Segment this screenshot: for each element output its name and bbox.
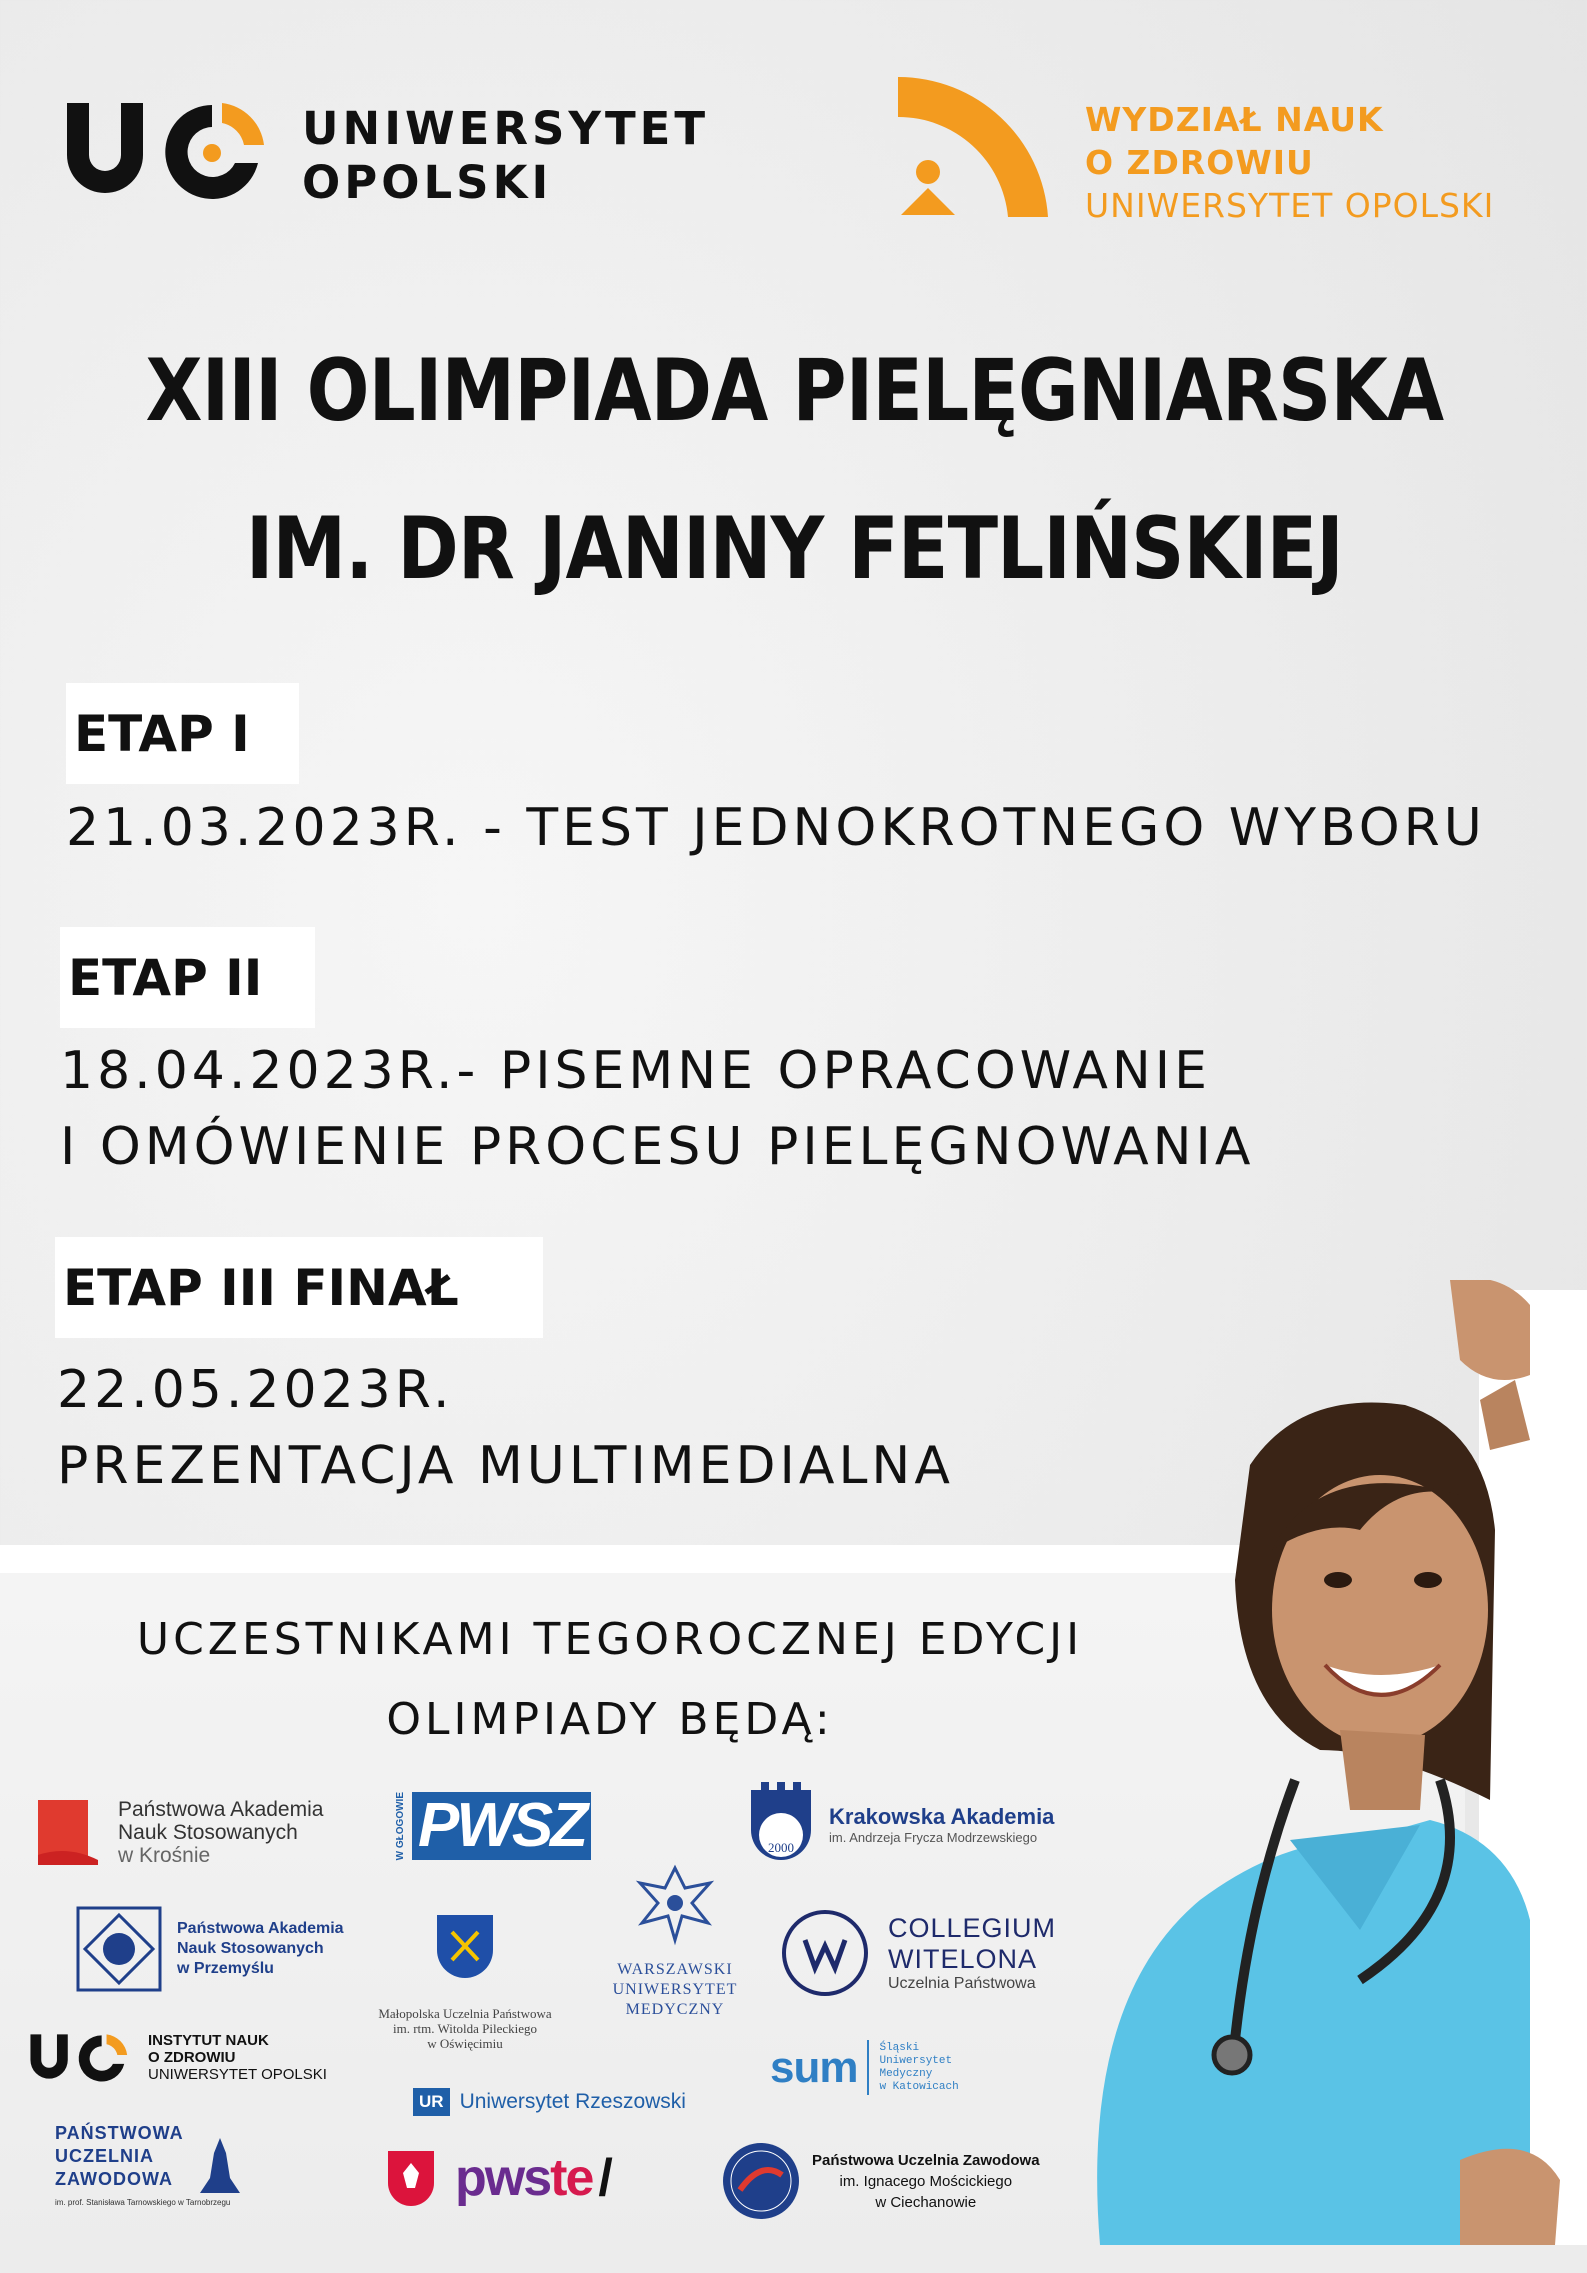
wum-line3: MEDYCZNY [625, 2001, 725, 2018]
collegium-line3: Uczelnia Państwowa [888, 1975, 1036, 1992]
pwste-a: pws [455, 2149, 551, 2207]
title-line2: IM. DR JANINY FETLIŃSKIEJ [245, 499, 1343, 599]
logo-sum [770, 2040, 959, 2095]
logo-wum [600, 1858, 750, 2020]
stage-1-line1: 21.03.2023R. - TEST JEDNOKROTNEGO WYBORU [66, 798, 1486, 858]
pans-przemysl-line1: Państwowa Akademia [177, 1920, 344, 1937]
stage-1-description [66, 790, 1486, 866]
logo-krakowska-akademia [745, 1780, 1054, 1868]
uniwersytet-opolski-name [302, 102, 709, 210]
logo-pans-krosno [33, 1795, 323, 1870]
uo-line1: UNIWERSYTET [302, 102, 710, 155]
inoz-line3: UNIWERSYTET OPOLSKI [148, 2066, 327, 2083]
pans-krosno-line3: w Krośnie [118, 1844, 211, 1867]
stage-1-label: ETAP I [66, 683, 299, 784]
sum-mark: sum [770, 2042, 858, 2092]
logo-uniwersytet-rzeszowski [413, 2088, 686, 2116]
ur-mark: UR [413, 2088, 450, 2116]
uo-line2: OPOLSKI [302, 156, 553, 209]
mup-oswiecim-shield-icon [434, 1912, 496, 1982]
sum-line2: Uniwersytet [879, 2054, 953, 2067]
logo-pwste [385, 2148, 611, 2208]
stage-3-line2: PREZENTACJA MULTIMEDIALNA [57, 1436, 954, 1496]
wydzial-nauk-o-zdrowiu-name [1085, 98, 1494, 227]
inoz-uo-mark-icon [28, 2030, 136, 2085]
logo-pwsz-glogow [395, 1792, 602, 1860]
uniwersytet-opolski-logo-icon [62, 95, 282, 205]
logo-puz-tarnobrzeg [55, 2122, 250, 2214]
inoz-line2: O ZDROWIU [148, 2049, 236, 2066]
collegium-witelona-icon [780, 1908, 870, 1998]
sum-line3: Medyczny [879, 2067, 933, 2080]
wydzial-nauk-o-zdrowiu-logo-icon [893, 72, 1053, 217]
puz-ciechanow-line2: im. Ignacego Mościckiego [839, 2172, 1013, 2190]
puz-tarnobrzeg-line3: ZAWODOWA [55, 2169, 173, 2189]
puz-ciechanow-line3: w Ciechanowie [875, 2193, 977, 2211]
logo-collegium-witelona [780, 1908, 1056, 1998]
stage-3-description [57, 1352, 954, 1504]
pans-krosno-line1: Państwowa Akademia [118, 1798, 324, 1821]
ur-name: Uniwersytet Rzeszowski [459, 2090, 686, 2113]
wum-eagle-icon [630, 1858, 720, 1948]
nurse-illustration [1060, 1280, 1587, 2245]
pwste-b: te [550, 2149, 593, 2207]
mup-line2: im. rtm. Witolda Pileckiego [392, 2021, 537, 2036]
pans-krosno-icon [33, 1795, 108, 1870]
puz-tarnobrzeg-sub: im. prof. Stanisława Tarnowskiego w Tarnobrzegu [55, 2198, 231, 2207]
stage-2-line2: I OMÓWIENIE PROCESU PIELĘGNOWANIA [60, 1117, 1255, 1177]
logo-pans-przemysl [75, 1905, 344, 1993]
stage-2-description [60, 1033, 1254, 1185]
puz-tarnobrzeg-statue-icon [190, 2133, 250, 2203]
puz-ciechanow-line1: Państwowa Uczelnia Zawodowa [812, 2151, 1040, 2169]
pwste-c: / [598, 2149, 611, 2207]
collegium-line1: COLLEGIUM [888, 1913, 1057, 1943]
stage-2-line1: 18.04.2023R.- PISEMNE OPRACOWANIE [60, 1041, 1211, 1101]
participants-line2: OLIMPIADY BĘDĄ: [386, 1694, 834, 1745]
wnz-line1: WYDZIAŁ NAUK [1085, 100, 1384, 139]
wum-line2: UNIWERSYTET [612, 1981, 738, 1998]
pans-przemysl-emblem-icon [75, 1905, 163, 1993]
poland-emblem-icon [385, 2148, 437, 2208]
krakowska-akademia-crest-icon [745, 1780, 817, 1868]
wum-line1: WARSZAWSKI [617, 1961, 733, 1978]
stage-3-label: ETAP III FINAŁ [55, 1237, 543, 1338]
logo-mup-oswiecim [365, 1912, 565, 2051]
participants-line1: UCZESTNIKAMI TEGOROCZNEJ EDYCJI [136, 1614, 1084, 1665]
sum-line4: w Katowicach [879, 2080, 959, 2093]
pans-przemysl-line2: Nauk Stosowanych [177, 1940, 324, 1957]
title-line1: XIII OLIMPIADA PIELĘGNIARSKA [145, 341, 1444, 441]
participants-heading [40, 1600, 1180, 1760]
krakowska-sub: im. Andrzeja Frycza Modrzewskiego [829, 1829, 1038, 1845]
krakowska-badge-text: 2000 [768, 1840, 794, 1855]
stage-2-label: ETAP II [60, 927, 315, 1028]
stage-3-line1: 22.05.2023R. [57, 1360, 454, 1420]
krakowska-name: Krakowska Akademia [829, 1803, 1055, 1829]
pwsz-side-text: W GŁOGOWIE [395, 1792, 406, 1861]
pans-przemysl-line3: w Przemyślu [177, 1960, 274, 1977]
inoz-line1: INSTYTUT NAUK [148, 2032, 269, 2049]
page-title [112, 312, 1477, 628]
logo-instytut-nauk-o-zdrowiu [28, 2030, 327, 2085]
collegium-line2: WITELONA [888, 1944, 1038, 1974]
logo-puz-ciechanow [720, 2140, 1040, 2222]
puz-tarnobrzeg-line2: UCZELNIA [55, 2146, 154, 2166]
sum-line1: Śląski [879, 2041, 920, 2054]
wnz-line2: O ZDROWIU [1085, 143, 1314, 182]
pans-krosno-line2: Nauk Stosowanych [118, 1821, 298, 1844]
puz-tarnobrzeg-line1: PAŃSTWOWA [55, 2123, 184, 2143]
wnz-line3: UNIWERSYTET OPOLSKI [1085, 186, 1495, 225]
pwsz-mark: PWSZ [412, 1792, 591, 1860]
mup-line3: w Oświęcimiu [427, 2036, 503, 2051]
puz-ciechanow-icon [720, 2140, 802, 2222]
mup-line1: Małopolska Uczelnia Państwowa [378, 2006, 552, 2021]
